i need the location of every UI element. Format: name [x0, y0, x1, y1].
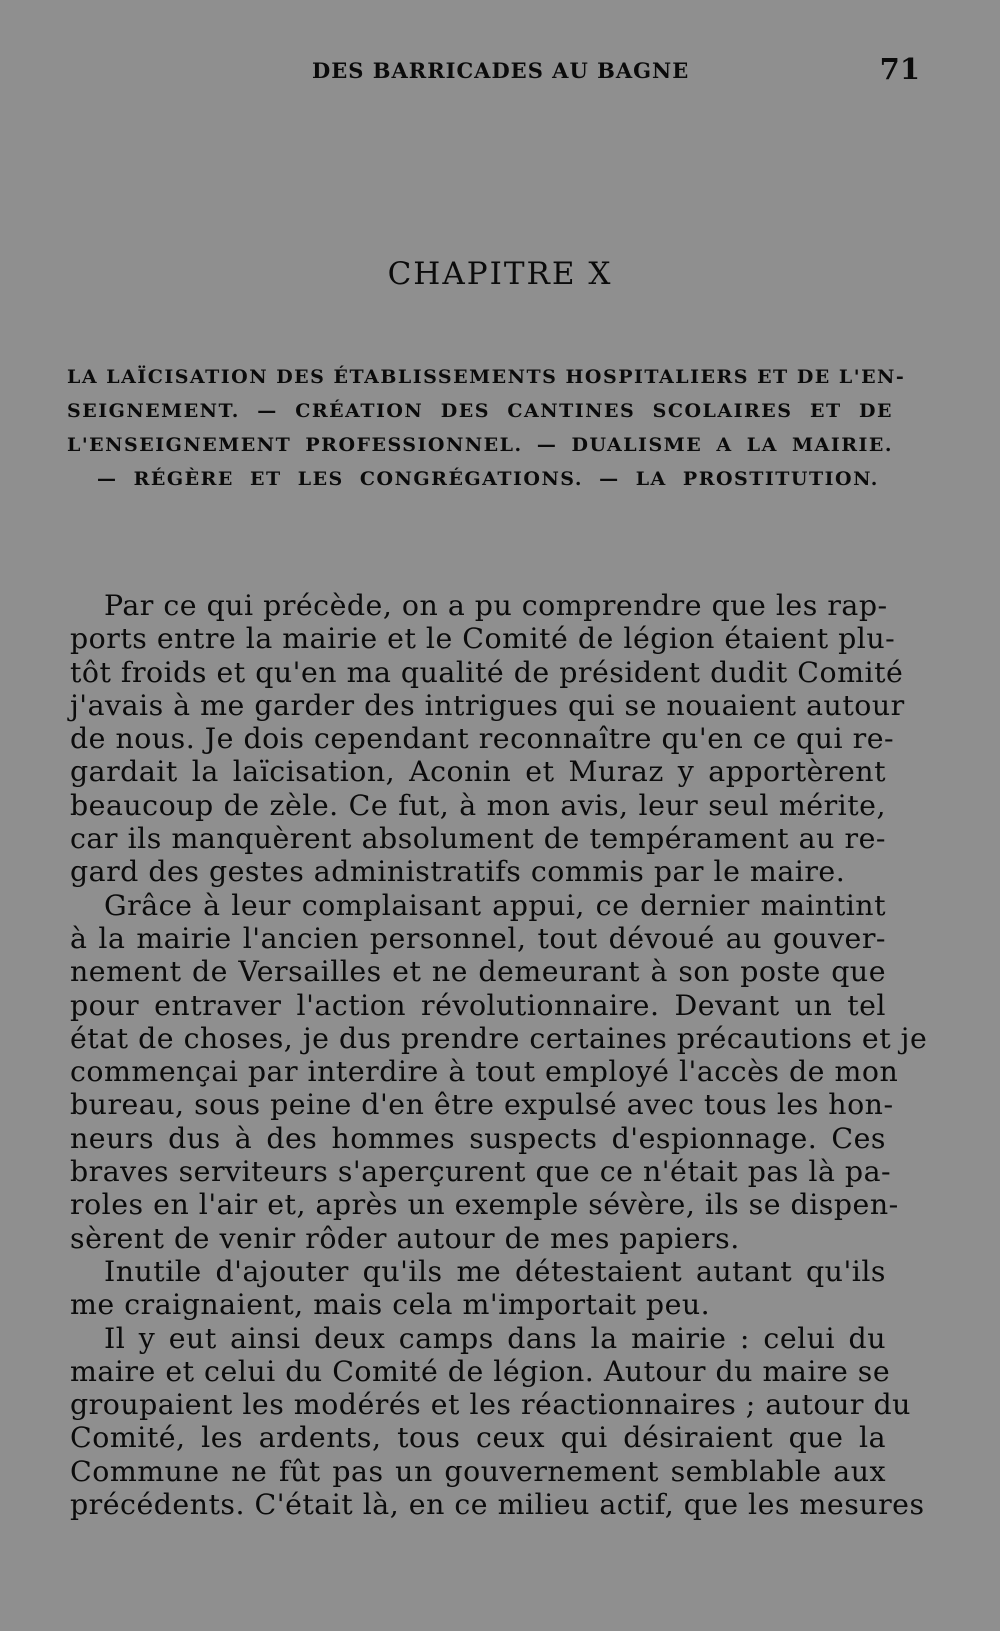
text-line: Comité, les ardents, tous ceux qui désiraient que la: [70, 1421, 886, 1455]
running-header: [60, 52, 920, 92]
text-line: maire et celui du Comité de légion. Autour du maire se: [70, 1354, 891, 1388]
text-line: Par ce qui précède, on a pu comprendre que les rap-: [104, 589, 888, 622]
text-line: Commune ne fût pas un gouvernement semblable aux: [70, 1454, 886, 1488]
text-line: sèrent de venir rôder autour de mes papiers.: [70, 1221, 740, 1255]
text-line: gardait la laïcisation, Aconin et Muraz y apportèrent: [70, 755, 886, 789]
text-line: me craignaient, mais cela m'importait peu.: [70, 1288, 711, 1322]
body-text: [70, 589, 928, 1522]
text-line: bureau, sous peine d'en être expulsé avec tous les hon-: [70, 1088, 894, 1122]
text-line: gard des gestes administratifs commis par le maire.: [70, 855, 846, 889]
text-line: état de choses, je dus prendre certaines précautions et je: [70, 1021, 928, 1055]
text-line: précédents. C'était là, en ce milieu actif, que les mesures: [70, 1488, 925, 1522]
text-line: pour entraver l'action révolutionnaire. Devant un tel: [70, 988, 886, 1022]
text-line: roles en l'air et, après un exemple sévère, ils se dispen-: [70, 1188, 899, 1222]
text-line: tôt froids et qu'en ma qualité de président dudit Comité: [70, 655, 904, 689]
summary-line: SEIGNEMENT. — CRÉATION DES CANTINES SCOLAIRES ET DE: [67, 400, 893, 422]
text-line: Grâce à leur complaisant appui, ce dernier maintint: [104, 888, 886, 922]
text-line: braves serviteurs s'aperçurent que ce n'était pas là pa-: [70, 1155, 892, 1189]
text-line: Il y eut ainsi deux camps dans la mairie : celui du: [104, 1321, 886, 1355]
text-line: ports entre la mairie et le Comité de légion étaient plu-: [70, 622, 896, 656]
summary-line: LA LAÏCISATION DES ÉTABLISSEMENTS HOSPITALIERS ET DE L'EN-: [67, 366, 906, 388]
text-line: nement de Versailles et ne demeurant à son poste que: [70, 955, 886, 989]
text-line: à la mairie l'ancien personnel, tout dévoué au gouver-: [70, 921, 886, 955]
summary-line: — RÉGÈRE ET LES CONGRÉGATIONS. — LA PROSTITUTION.: [97, 468, 879, 490]
text-line: commençai par interdire à tout employé l'accès de mon: [70, 1055, 899, 1089]
running-title: DES BARRICADES AU BAGNE: [312, 58, 690, 83]
chapter-summary: [67, 360, 906, 496]
page-number: 71: [879, 52, 920, 86]
text-line: neurs dus à des hommes suspects d'espionnage. Ces: [70, 1121, 886, 1155]
summary-line: L'ENSEIGNEMENT PROFESSIONNEL. — DUALISME A LA MAIRIE.: [67, 434, 893, 456]
text-line: Inutile d'ajouter qu'ils me détestaient autant qu'ils: [104, 1254, 886, 1288]
chapter-title: CHAPITRE X: [387, 256, 613, 292]
text-line: j'avais à me garder des intrigues qui se nouaient autour: [70, 688, 905, 722]
text-line: groupaient les modérés et les réactionnaires ; autour du: [70, 1388, 911, 1422]
text-line: car ils manquèrent absolument de tempérament au re-: [70, 822, 886, 856]
text-line: de nous. Je dois cependant reconnaître qu'en ce qui re-: [70, 722, 895, 756]
text-line: beaucoup de zèle. Ce fut, à mon avis, leur seul mérite,: [70, 788, 886, 822]
